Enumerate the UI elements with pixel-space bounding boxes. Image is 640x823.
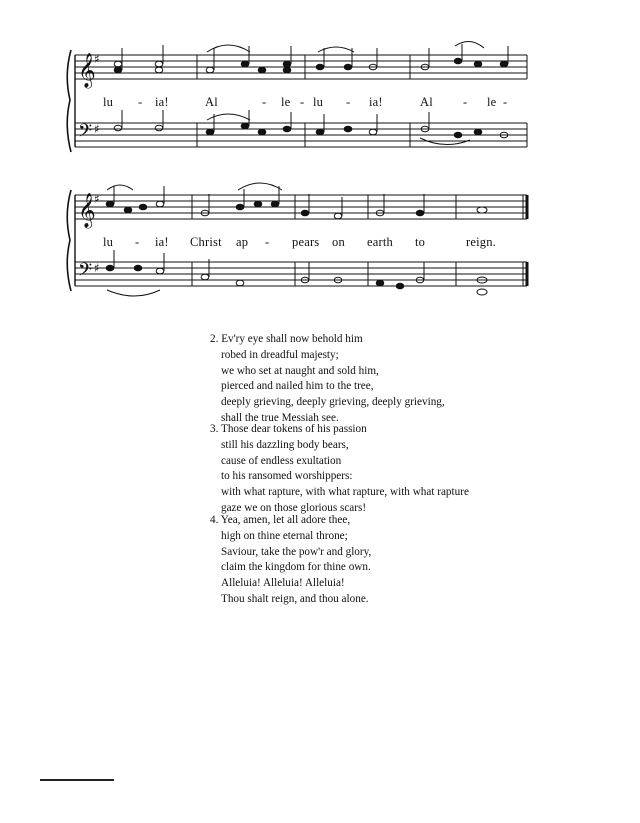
lyric-syllable: - xyxy=(262,95,267,109)
verse-line: still his dazzling body bears, xyxy=(221,438,349,451)
verse-line-text: Those dear tokens of his passion xyxy=(221,423,367,435)
verse-line: robed in dreadful majesty; xyxy=(221,348,339,361)
lyric-syllable: earth xyxy=(367,235,393,249)
verse-line: cause of endless exultation xyxy=(221,454,342,467)
verse-number: 4. xyxy=(210,514,219,526)
lyric-syllable: ap xyxy=(236,235,249,249)
lyric-syllable: - xyxy=(463,95,468,109)
verse-line: with what rapture, with what rapture, with what rapture xyxy=(221,486,469,499)
bass-clef-icon: 𝄢 xyxy=(78,260,93,285)
svg-text:♯: ♯ xyxy=(94,52,100,66)
verse-line: shall the true Messiah see. xyxy=(221,411,339,424)
verse-3 xyxy=(210,422,469,517)
verse-line xyxy=(210,513,371,529)
verse-line: claim the kingdom for thine own. xyxy=(221,561,371,574)
treble-clef-icon: 𝄞 xyxy=(78,193,96,228)
bass-clef-icon: 𝄢 xyxy=(78,121,93,146)
lyric-syllable: lu xyxy=(103,95,114,109)
lyric-syllable: - xyxy=(503,95,508,109)
lyric-syllable: pears xyxy=(292,235,320,249)
verse-line: pierced and nailed him to the tree, xyxy=(221,380,374,393)
lyric-syllable: lu xyxy=(313,95,324,109)
verse-line: Alleluia! Alleluia! Alleluia! xyxy=(221,577,345,590)
verse-line: high on thine eternal throne; xyxy=(221,529,348,542)
lyric-syllable: - xyxy=(346,95,351,109)
verse-line: Thou shalt reign, and thou alone. xyxy=(221,592,369,605)
treble-clef-icon: 𝄞 xyxy=(78,53,96,88)
verse-line xyxy=(210,332,445,348)
verse-line: gaze we on those glorious scars! xyxy=(221,501,367,514)
lyric-syllable: - xyxy=(265,235,270,249)
lyric-syllable: - xyxy=(135,235,140,249)
svg-text:♯: ♯ xyxy=(94,192,100,206)
verse-line xyxy=(210,422,469,438)
lyric-syllable: ia! xyxy=(155,95,169,109)
lyric-syllable: on xyxy=(332,235,345,249)
lyric-syllable: Al xyxy=(205,95,218,109)
lyric-syllable: - xyxy=(138,95,143,109)
lyric-syllable: reign. xyxy=(466,235,497,249)
lyric-syllable: - xyxy=(300,95,305,109)
verse-2 xyxy=(210,332,445,427)
verse-line: deeply grieving, deeply grieving, deeply grieving, xyxy=(221,396,445,409)
verse-line: we who set at naught and sold him, xyxy=(221,364,379,377)
lyric-syllable: to xyxy=(415,235,426,249)
verse-line-text: Ev'ry eye shall now behold him xyxy=(221,333,363,345)
lyric-syllable: le xyxy=(487,95,497,109)
lyric-syllable: lu xyxy=(103,235,114,249)
verse-4 xyxy=(210,513,371,608)
lyric-syllable: Christ xyxy=(190,235,222,249)
lyric-syllable: Al xyxy=(420,95,433,109)
verse-line: to his ransomed worshippers: xyxy=(221,470,353,483)
footer-rule xyxy=(40,779,114,781)
lyric-syllable: le xyxy=(281,95,291,109)
verse-line: Saviour, take the pow'r and glory, xyxy=(221,545,372,558)
lyric-syllable: ia! xyxy=(369,95,383,109)
verse-number: 2. xyxy=(210,333,219,345)
lyric-syllable: ia! xyxy=(155,235,169,249)
verse-number: 3. xyxy=(210,423,219,435)
verse-line-text: Yea, amen, let all adore thee, xyxy=(220,514,351,526)
svg-text:♯: ♯ xyxy=(94,122,100,136)
svg-text:♯: ♯ xyxy=(94,261,100,275)
